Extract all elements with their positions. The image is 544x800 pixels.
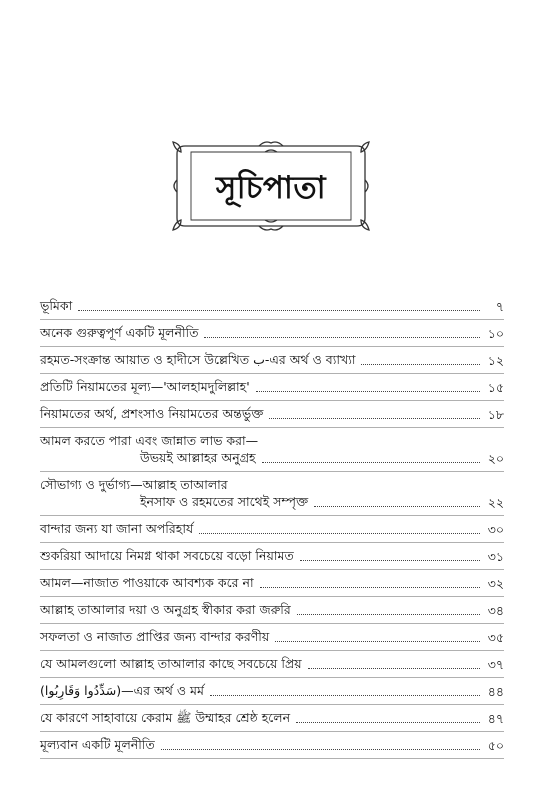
toc-entry-title: শুকরিয়া আদায়ে নিমগ্ন থাকা সবচেয়ে বড়ো নিয়ামত [40, 548, 294, 563]
dot-leader [256, 391, 480, 392]
toc-entry-page-number: ১২ [487, 353, 504, 368]
toc-entry [40, 570, 504, 597]
toc-entry [40, 428, 504, 472]
toc-entry [40, 543, 504, 570]
toc-entry-title: আল্লাহ তাআলার দয়া ও অনুগ্রহ স্বীকার করা জরুরি [40, 602, 291, 617]
toc-entry [40, 732, 504, 759]
dot-leader [262, 462, 480, 463]
dot-leader [161, 749, 480, 750]
toc-entry [40, 516, 504, 543]
dot-leader [314, 506, 480, 507]
toc-entry-title: প্রতিটি নিয়ামতের মূল্য—'আলহামদুলিল্লাহ' [40, 379, 250, 394]
toc-entry-title: মূল্যবান একটি মূলনীতি [40, 737, 155, 752]
dot-leader [78, 310, 480, 311]
toc-entry [40, 597, 504, 624]
toc-entry-title: নিয়ামতের অর্থ, প্রশংসাও নিয়ামতের অন্তর্ভুক্ত [40, 406, 264, 421]
toc-entry-title: অনেক গুরুত্বপূর্ণ একটি মূলনীতি [40, 325, 199, 340]
toc-entry [40, 678, 504, 705]
dot-leader [260, 587, 480, 588]
dot-leader [300, 560, 480, 561]
toc-entry [40, 624, 504, 651]
dot-leader [275, 641, 480, 642]
toc-entry-page-number: ৩৫ [487, 630, 504, 645]
toc-entry-title: সফলতা ও নাজাত প্রাপ্তির জন্য বান্দার করণীয় [40, 629, 270, 644]
toc-entry-page-number: ৪৭ [487, 711, 504, 726]
dot-leader [296, 722, 480, 723]
title-frame [171, 140, 371, 232]
toc-entry-title: ভূমিকা [40, 298, 73, 313]
toc-entry-title: (سَدِّدُوا وَقَارِبُوا)—এর অর্থ ও মর্ম [40, 683, 204, 698]
toc-entry-title: রহমত-সংক্রান্ত আয়াত ও হাদীসে উল্লেখিত ب-এর অর্থ ও ব্যাখ্যা [40, 352, 356, 367]
toc-entry-page-number: ৩১ [487, 549, 504, 564]
toc-entry-page-number: ৩২ [487, 576, 504, 591]
toc-entry [40, 705, 504, 732]
dot-leader [308, 668, 480, 669]
toc-entry-page-number: ৪৪ [487, 684, 504, 699]
toc-entry-page-number: ৭ [495, 299, 504, 314]
dot-leader [361, 364, 480, 365]
toc-entry [40, 651, 504, 678]
toc-entry-title: সৌভাগ্য ও দুর্ভাগ্য—আল্লাহ তাআলার [40, 477, 228, 492]
toc-entry [40, 374, 504, 401]
toc-entry-page-number: ১০ [487, 326, 504, 341]
toc-entry-title-continued: ইনসাফ ও রহমতের সাথেই সম্পৃক্ত [140, 494, 309, 509]
dot-leader [297, 614, 480, 615]
toc-entry [40, 401, 504, 428]
toc-entry [40, 347, 504, 374]
toc-entry-page-number: ৩৪ [487, 603, 504, 618]
toc-entry-page-number: ২২ [487, 495, 504, 510]
toc-entry [40, 320, 504, 347]
dot-leader [210, 695, 480, 696]
toc-entry-title: যে আমলগুলো আল্লাহ তাআলার কাছে সবচেয়ে প্রিয় [40, 656, 302, 671]
toc-entry-title: বান্দার জন্য যা জানা অপরিহার্য [40, 521, 194, 536]
toc-entry-title: আমল করতে পারা এবং জান্নাত লাভ করা— [40, 433, 259, 448]
dot-leader [199, 533, 480, 534]
toc-entry-page-number: ১৮ [487, 407, 504, 422]
toc-entry [40, 293, 504, 320]
toc-entry-page-number: ৩৭ [487, 657, 504, 672]
page-title: সূচিপাতা [215, 170, 327, 206]
toc-entry-page-number: ৩০ [487, 522, 504, 537]
table-of-contents [40, 293, 504, 759]
toc-entry-title: যে কারণে সাহাবায়ে কেরাম ﷺ উম্মাহর শ্রেষ্ঠ হলেন [40, 710, 291, 725]
toc-entry-title: আমল—নাজাত পাওয়াকে আবশ্যক করে না [40, 575, 254, 590]
toc-entry-page-number: ২০ [487, 451, 504, 466]
toc-entry-title-continued: উভয়ই আল্লাহর অনুগ্রহ [140, 450, 256, 465]
toc-entry-page-number: ৫০ [487, 738, 504, 753]
toc-entry-page-number: ১৫ [487, 380, 504, 395]
toc-entry [40, 472, 504, 516]
dot-leader [269, 418, 480, 419]
dot-leader [204, 337, 480, 338]
